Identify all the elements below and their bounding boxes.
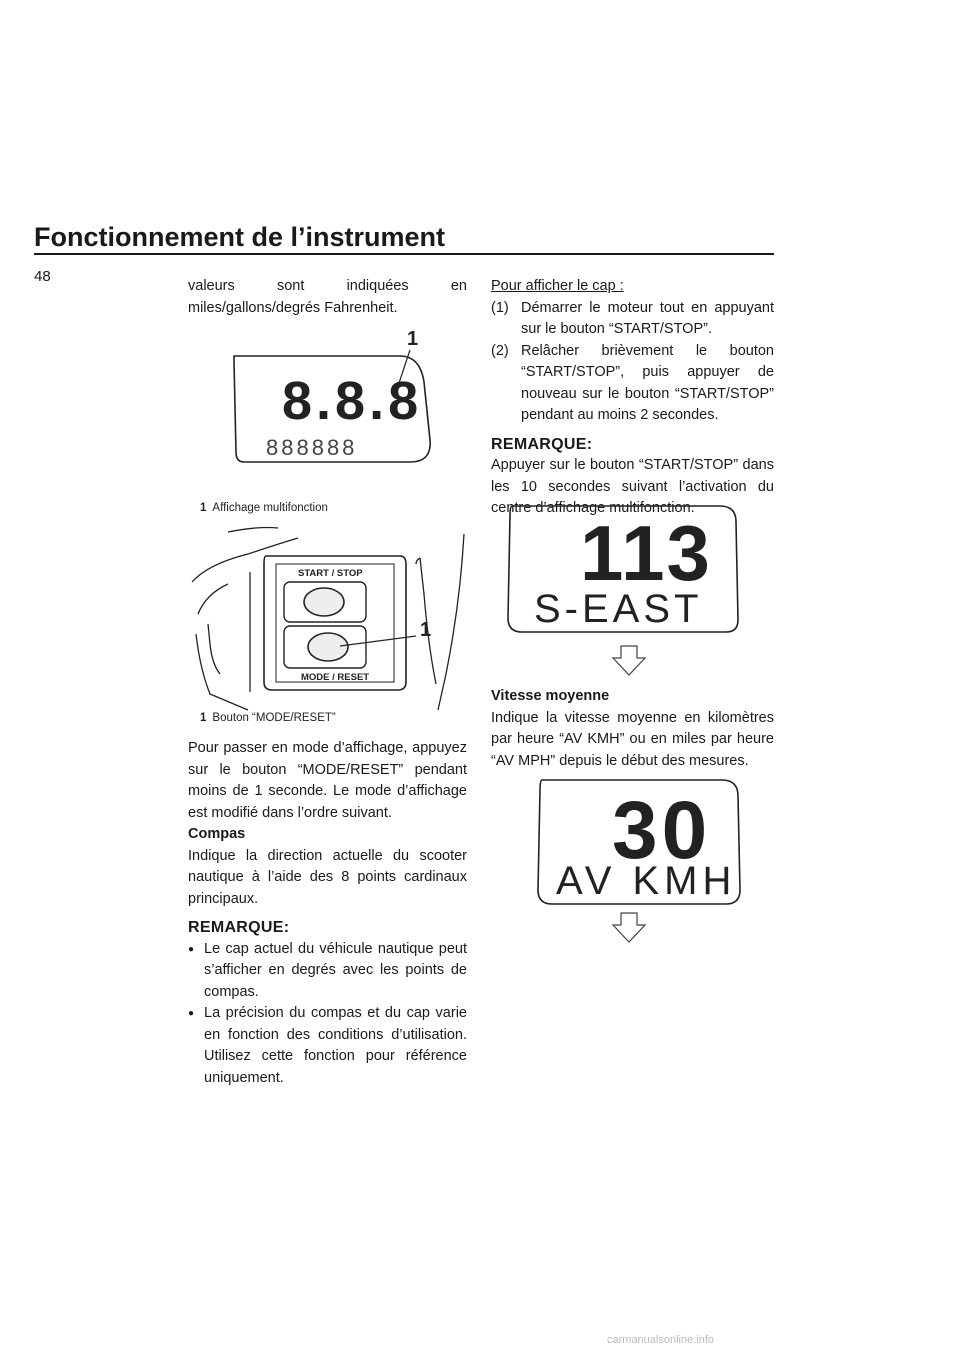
compass-display-figure	[500, 498, 750, 638]
callout-number: 1	[420, 619, 432, 641]
step-item: (1) Démarrer le moteur tout en appuyant sur le bouton “START/STOP”.	[491, 299, 774, 337]
mode-reset-button	[308, 633, 348, 661]
left-body	[188, 738, 467, 1089]
title-rule	[34, 253, 774, 255]
note-heading: REMARQUE:	[491, 435, 593, 453]
display-big-value: 113	[580, 509, 712, 597]
vitesse-text: Indique la vitesse moyenne en kilomètres par heure “AV KMH” ou en miles par heure “AV MPH” depuis le début des mesures.	[491, 709, 774, 769]
down-arrow-icon	[611, 912, 647, 944]
display-small-text: AV KMH	[556, 859, 737, 903]
compas-heading: Compas	[188, 826, 246, 842]
lcd-top-digits: 8.8.8	[282, 371, 423, 431]
note-heading: REMARQUE:	[188, 919, 290, 936]
display-small-text: S-EAST	[534, 587, 703, 631]
lcd-segments: 888888	[266, 435, 358, 460]
vitesse-heading: Vitesse moyenne	[491, 688, 610, 704]
figure1-caption: 1 Affichage multifonction	[200, 502, 328, 514]
note-bullet: ● Le cap actuel du véhicule nautique peut s’afficher en degrés avec les points de compas.	[188, 939, 467, 1004]
right-body-bottom	[491, 686, 774, 772]
mode-reset-button-figure	[188, 524, 468, 714]
multifunction-display-figure	[188, 322, 468, 492]
average-speed-display-figure	[530, 774, 750, 910]
start-stop-button	[304, 588, 344, 616]
mode-reset-label: MODE / RESET	[301, 672, 370, 683]
procedure-heading: Pour afficher le cap :	[491, 278, 624, 294]
page-title: Fonctionnement de l’instrument	[34, 222, 446, 252]
right-body-top	[491, 276, 774, 520]
intro-text: valeurs sont indiquées en miles/gallons/degrés Fahrenheit.	[188, 278, 467, 316]
mode-paragraph: Pour passer en mode d’affichage, appuyez sur le bouton “MODE/RESET” pendant moins de 1 seconde. Le mode d’affichage est modifié dans l’ordre suivant.	[188, 740, 467, 821]
note-bullet: ● La précision du compas et du cap varie en fonction des conditions d’utilisation. Utilisez cette fonction pour référence uniquement.	[188, 1003, 467, 1089]
compas-text: Indique la direction actuelle du scooter nautique à l’aide des 8 points cardinaux principaux.	[188, 847, 467, 907]
figure2-caption: 1 Bouton “MODE/RESET”	[200, 712, 336, 724]
down-arrow-icon	[611, 645, 647, 677]
start-stop-label: START / STOP	[298, 568, 363, 579]
step-item: (2) Relâcher brièvement le bouton “START/STOP”, puis appuyer de nouveau sur le bouton “START/STOP” pendant au moins 2 secondes.	[491, 342, 774, 423]
display-big-value: 30	[612, 785, 712, 876]
page-number: 48	[34, 268, 51, 285]
callout-number: 1	[407, 328, 419, 350]
note-text: Appuyer sur le bouton “START/STOP” dans les 10 secondes suivant l’activation du centre d’affichage multifonction.	[491, 457, 774, 516]
footer-watermark: carmanualsonline.info	[607, 1334, 715, 1346]
